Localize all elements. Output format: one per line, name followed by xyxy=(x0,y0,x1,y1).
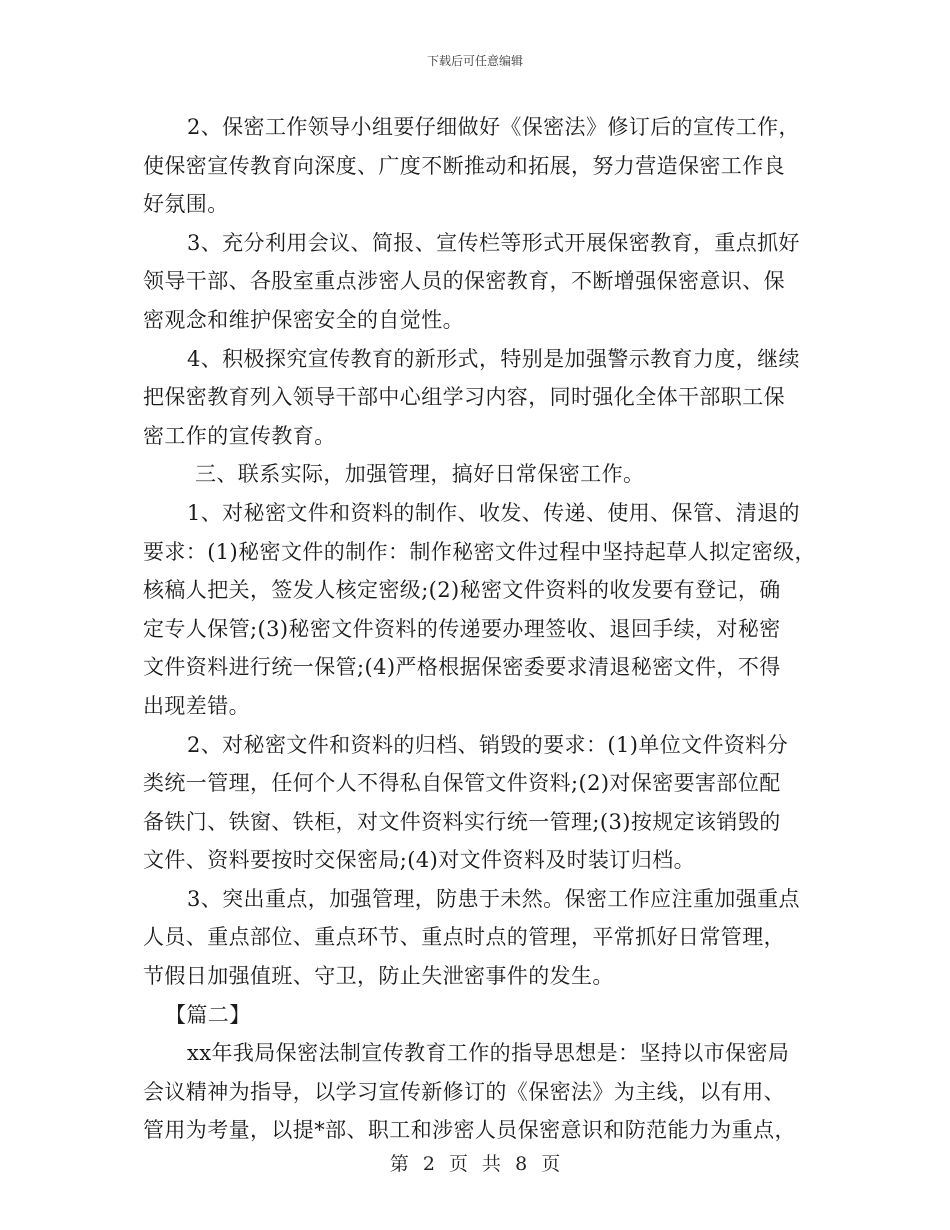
text-line: 2、保密工作领导小组要仔细做好《保密法》修订后的宣传工作， xyxy=(187,115,800,139)
section-title: 三、联系实际，加强管理，搞好日常保密工作。 xyxy=(195,462,645,487)
text-line: 4、积极探究宣传教育的新形式，特别是加强警示教育力度，继续 xyxy=(187,346,800,371)
text-line: 要求：(1)秘密文件的制作：制作秘密文件过程中坚持起草人拟定密级， xyxy=(143,539,816,564)
text-line: 节假日加强值班、守卫，防止失泄密事件的发生。 xyxy=(143,964,614,989)
text-line: 领导干部、各股室重点涉密人员的保密教育，不断增强保密意识、保 xyxy=(143,269,785,294)
text-line: 使保密宣传教育向深度、广度不断推动和拓展，努力营造保密工作良 xyxy=(143,153,785,178)
footer-total-label: 共 xyxy=(482,1153,502,1175)
text-line: 1、对秘密文件和资料的制作、收发、传递、使用、保管、清退的 xyxy=(187,500,800,525)
text-line: 密工作的宣传教育。 xyxy=(143,423,336,448)
text-line: xx年我局保密法制宣传教育工作的指导思想是：坚持以市保密局 xyxy=(187,1041,790,1066)
footer-page-label: 页 xyxy=(448,1153,468,1175)
text-line: 人员、重点部位、重点环节、重点时点的管理，平常抓好日常管理， xyxy=(143,925,785,950)
text-line: 管用为考量，以提*部、职工和涉密人员保密意识和防范能力为重点， xyxy=(143,1118,796,1143)
text-line: 出现差错。 xyxy=(143,693,250,718)
text-line: 3、突出重点，加强管理，防患于未然。保密工作应注重加强重点 xyxy=(187,886,800,911)
text-line: 3、充分利用会议、简报、宣传栏等形式开展保密教育，重点抓好 xyxy=(187,230,800,255)
footer-suffix: 页 xyxy=(541,1153,561,1175)
text-line: 密观念和维护保密安全的自觉性。 xyxy=(143,307,464,332)
page-header xyxy=(0,53,950,69)
section-heading: 【篇二】 xyxy=(165,1002,251,1027)
text-line: 文件资料进行统一保管;(4)严格根据保密委要求清退秘密文件，不得 xyxy=(143,655,781,680)
footer-total-pages: 8 xyxy=(515,1153,528,1175)
text-line: 文件、资料要按时交保密局;(4)对文件资料及时装订归档。 xyxy=(143,848,696,873)
header-text: 下载后可任意编辑 xyxy=(426,54,523,68)
page-footer xyxy=(0,1152,950,1176)
text-line: 备铁门、铁窗、铁柜，对文件资料实行统一管理;(3)按规定该销毁的 xyxy=(143,809,781,834)
text-line: 会议精神为指导，以学习宣传新修订的《保密法》为主线，以有用、 xyxy=(143,1079,785,1104)
text-line: 好氛围。 xyxy=(143,192,229,217)
text-line: 2、对秘密文件和资料的归档、销毁的要求：(1)单位文件资料分 xyxy=(187,732,789,757)
footer-page-number: 2 xyxy=(422,1153,435,1175)
text-line: 核稿人把关，签发人核定密级;(2)秘密文件资料的收发要有登记，确 xyxy=(143,578,781,603)
text-line: 把保密教育列入领导干部中心组学习内容，同时强化全体干部职工保 xyxy=(143,385,785,410)
text-line: 类统一管理，任何个人不得私自保管文件资料;(2)对保密要害部位配 xyxy=(143,771,781,796)
document-body xyxy=(143,108,823,1150)
text-line: 定专人保管;(3)秘密文件资料的传递要办理签收、退回手续，对秘密 xyxy=(143,616,781,641)
footer-prefix: 第 xyxy=(389,1153,409,1175)
